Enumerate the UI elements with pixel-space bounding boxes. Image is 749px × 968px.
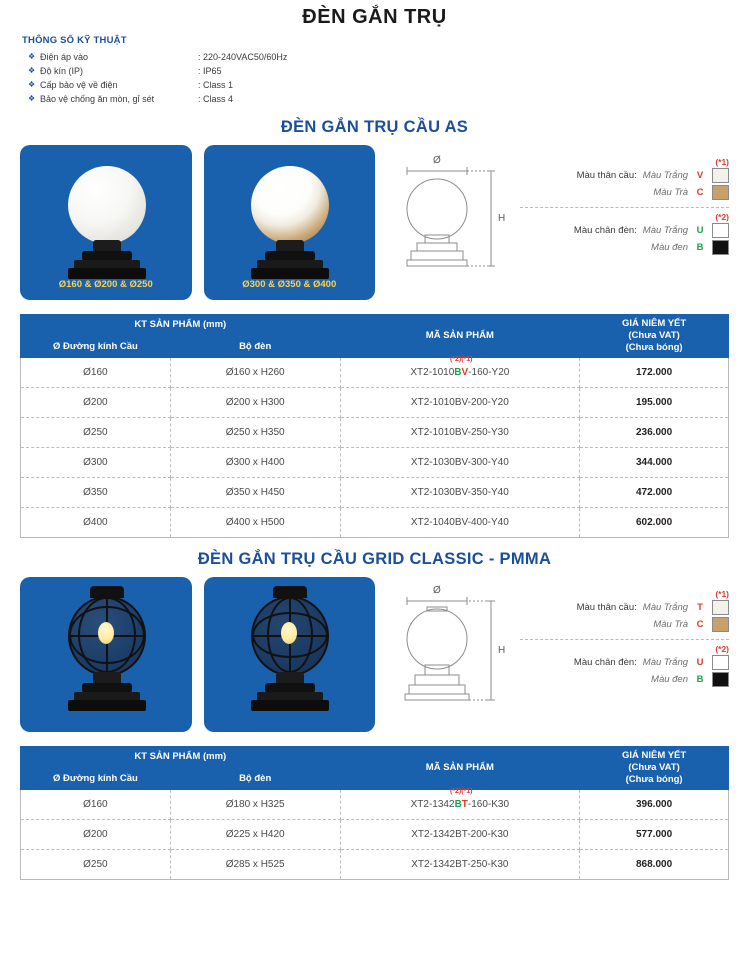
th-price	[580, 747, 729, 790]
price-table-as	[20, 314, 729, 538]
code-color-markers	[449, 788, 473, 810]
code-base-letter: B	[454, 799, 462, 810]
svg-text:H: H	[498, 645, 506, 656]
cell-code: XT2-1010BV-200-Y20	[340, 388, 580, 418]
legend-option-code: U	[696, 225, 704, 236]
lamp-base-bottom	[251, 268, 329, 279]
globe-shape	[251, 166, 329, 244]
spec-label: Cấp bảo vệ về điện	[40, 80, 118, 90]
color-swatch	[712, 240, 729, 255]
legend-row-base-black	[520, 239, 730, 256]
spec-row	[22, 50, 749, 64]
lamp-globe-amber-illustration	[229, 160, 349, 285]
legend-body-label: Màu thân cầu:	[576, 170, 637, 181]
cell-price: 602.000	[636, 517, 673, 528]
legend-body-label: Màu thân cầu:	[576, 602, 637, 613]
th-product-size: KT SẢN PHẨM (mm)	[21, 747, 341, 769]
table-row	[21, 388, 729, 418]
legend-option-code: B	[696, 674, 704, 685]
bullet-icon: ❖	[28, 80, 36, 89]
spec-value: : Class 1	[198, 80, 234, 90]
legend-option-name: Màu Trắng	[642, 225, 689, 236]
color-swatch	[712, 617, 729, 632]
cell-lamp: Ø285 x H525	[170, 850, 340, 880]
th-price-sub2: (Chưa bóng)	[625, 774, 683, 785]
legend-note-2: (*2)	[715, 644, 730, 654]
cell-diameter: Ø250	[21, 418, 171, 448]
section1-panels	[0, 145, 749, 300]
legend-base-label: Màu chân đèn:	[573, 225, 637, 236]
product-image-grid-2	[204, 577, 376, 732]
dimension-drawing	[387, 145, 517, 300]
globe-shape	[68, 166, 146, 244]
legend-base-label: Màu chân đèn:	[573, 657, 637, 668]
lamp-base-bottom	[251, 700, 329, 711]
cell-lamp: Ø300 x H400	[170, 448, 340, 478]
lamp-base-bottom	[68, 700, 146, 711]
cell-diameter: Ø160	[21, 358, 171, 388]
price-table-grid	[20, 746, 729, 880]
code-marker-tag: (*2)(*1)	[449, 788, 473, 795]
cell-code: XT2-1342BT-200-K30	[340, 820, 580, 850]
spec-value: : Class 4	[198, 94, 234, 104]
legend-option-code: C	[696, 187, 704, 198]
cell-diameter: Ø200	[21, 388, 171, 418]
legend-divider	[520, 207, 730, 208]
spec-label: Bảo vệ chống ăn mòn, gỉ sét	[40, 94, 155, 104]
table-row	[21, 508, 729, 538]
cell-diameter: Ø200	[21, 820, 171, 850]
image-caption: Ø300 & Ø350 & Ø400	[242, 279, 337, 290]
code-body-letter: V	[461, 367, 469, 378]
cell-code: XT2-1010BV-250-Y30	[340, 418, 580, 448]
cell-lamp: Ø160 x H260	[170, 358, 340, 388]
cell-code	[340, 358, 580, 388]
spec-row	[22, 92, 749, 106]
th-product-size: KT SẢN PHẨM (mm)	[21, 315, 341, 337]
th-price-main: GIÁ NIÊM YẾT	[621, 318, 687, 329]
table-row	[21, 820, 729, 850]
legend-row-base-white	[520, 222, 730, 239]
legend-row-body-white	[520, 599, 730, 616]
legend-option-code: B	[696, 242, 704, 253]
cell-price: 868.000	[636, 859, 673, 870]
table-row	[21, 790, 729, 820]
legend-option-code: C	[696, 619, 704, 630]
th-diameter: Ø Đường kính Cầu	[21, 768, 171, 790]
color-swatch	[712, 672, 729, 687]
color-swatch	[712, 168, 729, 183]
color-legend-grid	[520, 577, 730, 688]
specifications-heading: THÔNG SỐ KỸ THUẬT	[22, 35, 127, 46]
legend-option-code: T	[697, 602, 703, 613]
cell-lamp: Ø350 x H450	[170, 478, 340, 508]
grid-lamp-illustration	[229, 592, 349, 717]
code-color-markers	[449, 356, 473, 378]
table-row	[21, 850, 729, 880]
cell-price: 396.000	[580, 790, 729, 820]
code-suffix: -160-Y20	[468, 367, 510, 378]
th-diameter: Ø Đường kính Cầu	[21, 336, 171, 358]
specifications-block	[0, 31, 749, 106]
bullet-icon: ❖	[28, 94, 36, 103]
cell-diameter: Ø160	[21, 790, 171, 820]
table-row	[21, 448, 729, 478]
color-legend-as	[520, 145, 730, 256]
th-price-sub2: (Chưa bóng)	[625, 342, 683, 353]
section-title-as: ĐÈN GẮN TRỤ CẦU AS	[280, 118, 469, 136]
table-row	[21, 358, 729, 388]
cell-price: 172.000	[580, 358, 729, 388]
th-product-code: MÃ SẢN PHẨM	[340, 315, 580, 358]
spec-label: Điện áp vào	[40, 52, 89, 62]
cell-price: 577.000	[580, 820, 729, 850]
cell-lamp: Ø225 x H420	[170, 820, 340, 850]
code-prefix: XT2-1342	[410, 799, 455, 810]
spec-row	[22, 78, 749, 92]
product-image-as-large	[204, 145, 376, 300]
th-price	[580, 315, 729, 358]
code-body-letter: T	[461, 799, 468, 810]
bullet-icon: ❖	[28, 66, 36, 75]
th-lamp: Bộ đèn	[170, 768, 340, 790]
code-prefix: XT2-1010	[410, 367, 455, 378]
code-base-letter: B	[454, 367, 462, 378]
cell-lamp: Ø200 x H300	[170, 388, 340, 418]
table-header-group-row	[21, 747, 729, 769]
legend-row-body-tea	[520, 184, 730, 201]
legend-option-code: V	[696, 170, 704, 181]
table-row	[21, 418, 729, 448]
bullet-icon: ❖	[28, 52, 36, 61]
legend-option-name: Màu Trà	[653, 619, 689, 630]
dimension-diagram-grid	[387, 577, 508, 732]
cell-diameter: Ø250	[21, 850, 171, 880]
legend-option-name: Màu Trắng	[642, 170, 689, 181]
spec-row	[22, 64, 749, 78]
section2-panels	[0, 577, 749, 732]
legend-option-name: Màu đen	[651, 242, 689, 253]
code-marker-tag: (*2)(*1)	[449, 356, 473, 363]
cell-code	[340, 790, 580, 820]
page-title: ĐÈN GẮN TRỤ	[302, 6, 447, 28]
lamp-globe-white-illustration	[46, 160, 166, 285]
legend-note-1: (*1)	[715, 157, 730, 167]
legend-row-body-tea	[520, 616, 730, 633]
legend-option-name: Màu Trắng	[642, 602, 689, 613]
svg-text:Ø: Ø	[433, 155, 441, 166]
cell-price: 236.000	[580, 418, 729, 448]
product-image-grid-1	[20, 577, 192, 732]
legend-note-2: (*2)	[715, 212, 730, 222]
lamp-base-bottom	[68, 268, 146, 279]
cell-lamp: Ø180 x H325	[170, 790, 340, 820]
color-swatch	[712, 655, 729, 670]
grid-lamp-illustration	[46, 592, 166, 717]
color-swatch	[712, 600, 729, 615]
legend-row-base-white	[520, 654, 730, 671]
cell-lamp: Ø400 x H500	[170, 508, 340, 538]
bulb-glow	[98, 622, 114, 644]
cell-price: 195.000	[580, 388, 729, 418]
cell-price: 344.000	[580, 448, 729, 478]
legend-option-code: U	[696, 657, 704, 668]
cell-code: XT2-1040BV-400-Y40	[340, 508, 580, 538]
dimension-diagram-as	[387, 145, 508, 300]
legend-option-name: Màu đen	[651, 674, 689, 685]
spec-value: : IP65	[198, 66, 222, 76]
cell-lamp: Ø250 x H350	[170, 418, 340, 448]
spec-value: : 220-240VAC50/60Hz	[198, 52, 288, 62]
legend-option-name: Màu Trắng	[642, 657, 689, 668]
code-suffix: -160-K30	[467, 799, 510, 810]
th-lamp: Bộ đèn	[170, 336, 340, 358]
image-caption: Ø160 & Ø200 & Ø250	[58, 279, 153, 290]
table-header-group-row	[21, 315, 729, 337]
legend-note-1: (*1)	[715, 589, 730, 599]
dimension-drawing	[387, 577, 517, 732]
th-price-main: GIÁ NIÊM YẾT	[621, 750, 687, 761]
svg-text:H: H	[498, 213, 506, 224]
svg-text:Ø: Ø	[433, 585, 441, 596]
cell-code: XT2-1342BT-250-K30	[340, 850, 580, 880]
color-swatch	[712, 185, 729, 200]
legend-divider	[520, 639, 730, 640]
product-image-as-small	[20, 145, 192, 300]
legend-row-base-black	[520, 671, 730, 688]
th-price-sub1: (Chưa VAT)	[628, 762, 680, 773]
cell-diameter: Ø300	[21, 448, 171, 478]
legend-option-name: Màu Trà	[653, 187, 689, 198]
cell-diameter: Ø400	[21, 508, 171, 538]
cell-code: XT2-1030BV-300-Y40	[340, 448, 580, 478]
cell-price: 472.000	[580, 478, 729, 508]
cell-code: XT2-1030BV-350-Y40	[340, 478, 580, 508]
table-row	[21, 478, 729, 508]
section-title-grid-classic: ĐÈN GẮN TRỤ CẦU GRID CLASSIC - PMMA	[197, 550, 552, 568]
spec-label: Độ kín (IP)	[40, 66, 84, 76]
th-product-code: MÃ SẢN PHẨM	[340, 747, 580, 790]
th-price-sub1: (Chưa VAT)	[628, 330, 680, 341]
color-swatch	[712, 223, 729, 238]
cell-diameter: Ø350	[21, 478, 171, 508]
legend-row-body-white	[520, 167, 730, 184]
